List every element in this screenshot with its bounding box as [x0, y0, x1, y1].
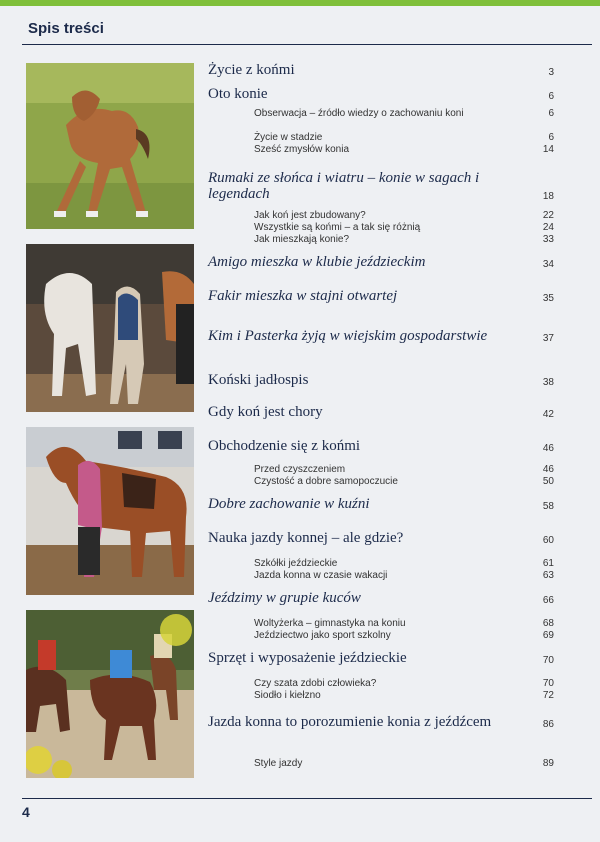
toc-entry-title: Jazda konna w czasie wakacji	[254, 570, 388, 581]
toc-subentry	[254, 132, 554, 143]
toc-subentry	[254, 108, 554, 119]
toc-entry-title: Kim i Pasterka żyją w wiejskim gospodarstwie	[208, 328, 488, 344]
header-rule	[22, 44, 592, 45]
grooming-horse-photo	[26, 427, 194, 595]
toc-subentry	[254, 210, 554, 221]
toc-entry-page: 38	[542, 377, 554, 388]
toc-entry-page: 69	[542, 630, 554, 641]
toc-chapter	[208, 328, 554, 344]
toc-entry-title: Jak mieszkają konie?	[254, 234, 350, 245]
toc-subentry	[254, 678, 554, 689]
toc-entry-title: Oto konie	[208, 86, 268, 102]
toc-entry-title: Style jazdy	[254, 758, 303, 769]
toc-entry-title: Gdy koń jest chory	[208, 404, 323, 420]
toc-entry-page: 6	[548, 108, 554, 119]
toc-entry-page: 6	[548, 91, 554, 102]
top-border	[0, 0, 600, 6]
toc-chapter	[208, 590, 554, 606]
toc-entry-page: 63	[542, 570, 554, 581]
toc-entry-page: 14	[542, 144, 554, 155]
foal-photo	[26, 63, 194, 229]
toc-chapter	[208, 496, 554, 512]
toc-subentry	[254, 630, 554, 641]
toc-chapter	[208, 62, 554, 78]
toc-entry-page: 24	[542, 222, 554, 233]
toc-entry-title: Wszystkie są końmi – a tak się różnią	[254, 222, 421, 233]
toc-entry-page: 46	[542, 464, 554, 475]
toc-chapter	[208, 372, 554, 388]
toc-entry-page: 61	[542, 558, 554, 569]
toc-entry-page: 3	[548, 67, 554, 78]
toc-subentry	[254, 618, 554, 629]
toc-entry-page: 70	[542, 655, 554, 666]
toc-chapter	[208, 86, 554, 102]
toc-entry-title: Koński jadłospis	[208, 372, 309, 388]
toc-entry-page: 6	[548, 132, 554, 143]
toc-entry-title: Szkółki jeździeckie	[254, 558, 338, 569]
toc-entry-title: Woltyżerka – gimnastyka na koniu	[254, 618, 406, 629]
toc-entry-title: Życie z końmi	[208, 62, 295, 78]
toc-chapter	[208, 288, 554, 304]
toc-entry-page: 46	[542, 443, 554, 454]
toc-entry-title: Dobre zachowanie w kuźni	[208, 496, 370, 512]
toc-entry-title: Jazda konna to porozumienie konia z jeźdźcem	[208, 714, 492, 730]
toc-subentry	[254, 464, 554, 475]
toc-entry-page: 22	[542, 210, 554, 221]
toc-entry-page: 66	[542, 595, 554, 606]
toc-chapter	[208, 170, 554, 202]
toc-entry-title: Rumaki ze słońca i wiatru – konie w sagach i legendach	[208, 170, 480, 202]
toc-entry-title: Życie w stadzie	[254, 132, 323, 143]
toc-chapter	[208, 254, 554, 270]
toc-entry-title: Obchodzenie się z końmi	[208, 438, 361, 454]
toc-entry-page: 42	[542, 409, 554, 420]
toc-entry-page: 33	[542, 234, 554, 245]
toc-entry-title: Czy szata zdobi człowieka?	[254, 678, 377, 689]
toc-entry-page: 50	[542, 476, 554, 487]
toc-entry-page: 60	[542, 535, 554, 546]
toc-entry-page: 89	[542, 758, 554, 769]
toc-entry-page: 18	[542, 191, 554, 202]
toc-entry-title: Jeździectwo jako sport szkolny	[254, 630, 391, 641]
toc-subentry	[254, 234, 554, 245]
toc-chapter	[208, 530, 554, 546]
toc-subentry	[254, 222, 554, 233]
toc-entry-page: 58	[542, 501, 554, 512]
toc-subentry	[254, 558, 554, 569]
toc-subentry	[254, 144, 554, 155]
toc-chapter	[208, 438, 554, 454]
toc-entry-title: Czystość a dobre samopoczucie	[254, 476, 398, 487]
girls-with-horse-photo	[26, 244, 194, 412]
toc-entry-page: 37	[542, 333, 554, 344]
toc-entry-title: Przed czyszczeniem	[254, 464, 346, 475]
toc-entry-title: Fakir mieszka w stajni otwartej	[208, 288, 398, 304]
toc-entry-page: 35	[542, 293, 554, 304]
toc-chapter	[208, 714, 554, 730]
toc-entry-title: Obserwacja – źródło wiedzy o zachowaniu koni	[254, 108, 464, 119]
toc-subentry	[254, 758, 554, 769]
toc-entry-title: Amigo mieszka w klubie jeździeckim	[208, 254, 426, 270]
toc-subentry	[254, 690, 554, 701]
toc-entry-title: Jak koń jest zbudowany?	[254, 210, 366, 221]
toc-subentry	[254, 570, 554, 581]
toc-entry-title: Sześć zmysłów konia	[254, 144, 350, 155]
toc-entry-title: Sprzęt i wyposażenie jeździeckie	[208, 650, 407, 666]
toc-entry-page: 72	[542, 690, 554, 701]
toc-entry-page: 86	[542, 719, 554, 730]
toc-chapter	[208, 650, 554, 666]
page-number: 4	[22, 804, 30, 820]
page-header-title: Spis treści	[28, 20, 104, 37]
toc-entry-title: Nauka jazdy konnej – ale gdzie?	[208, 530, 404, 546]
toc-entry-page: 34	[542, 259, 554, 270]
toc-entry-title: Siodło i kiełzno	[254, 690, 321, 701]
toc-entry-page: 70	[542, 678, 554, 689]
toc-entry-page: 68	[542, 618, 554, 629]
riding-group-photo	[26, 610, 194, 778]
toc-entry-title: Jeździmy w grupie kuców	[208, 590, 361, 606]
footer-rule	[22, 798, 592, 799]
toc-subentry	[254, 476, 554, 487]
toc-chapter	[208, 404, 554, 420]
